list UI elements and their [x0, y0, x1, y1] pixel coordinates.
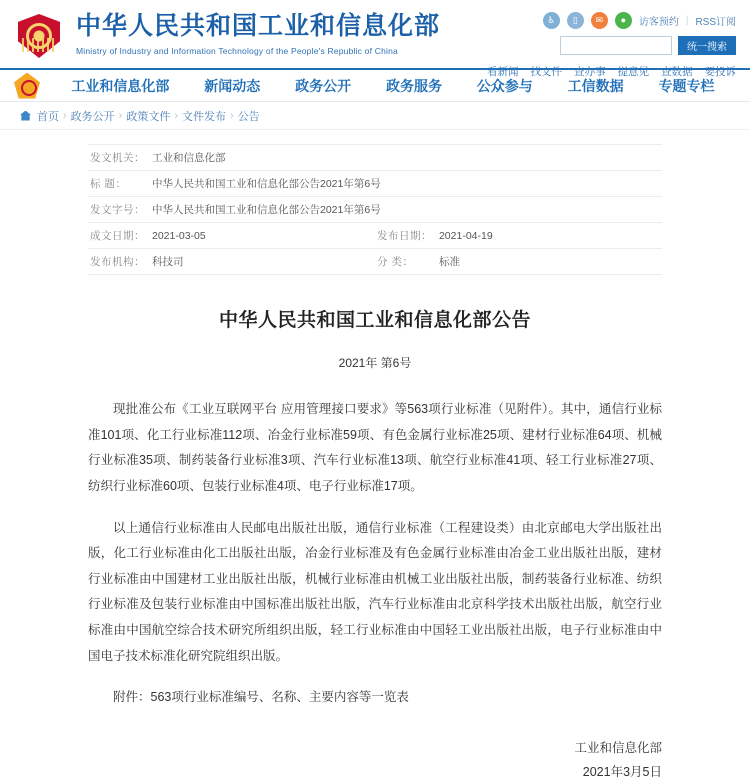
national-emblem-icon [14, 12, 64, 62]
nav-item-special-topics[interactable]: 专题专栏 [658, 77, 715, 94]
home-icon[interactable] [20, 111, 31, 121]
nav-item-news[interactable]: 新闻动态 [204, 77, 261, 94]
meta-value: 2021-03-05 [152, 229, 206, 242]
breadcrumb-separator: › [174, 109, 179, 122]
table-row [88, 145, 662, 171]
nav-item-ministry[interactable]: 工业和信息化部 [71, 77, 170, 94]
nav-item-public-participation[interactable]: 公众参与 [476, 77, 533, 94]
nav-item-industry-data[interactable]: 工信数据 [567, 77, 624, 94]
site-title-cn: 中华人民共和国工业和信息化部 [76, 12, 441, 40]
breadcrumb-separator: › [118, 109, 123, 122]
meta-value: 中华人民共和国工业和信息化部公告2021年第6号 [152, 204, 381, 216]
paragraph-2: 以上通信行业标准由人民邮电出版社出版，通信行业标准（工程建设类）由北京邮电大学出版社出版，化工行业标准由化工出版社出版，冶金行业标准及有色金属行业标准由冶金工业出版社出版，建材行业标准由中国建材工业出版社出版，机械行业标准由机械工业出版社出版，制药装备行业标准、纺织行业标准及包装行业标准由中国标准出版社出版，汽车行业标准由北京科学技术出版社出版，航空行业标准由中国航空综合技术研究所组织出版，轻工行业标准由中国轻工业出版社出版，电子行业标准由中国电子技术标准化研究院组织出版。 [88, 520, 662, 663]
meta-label: 发布机构： [90, 256, 145, 268]
mobile-icon[interactable]: ▯ [567, 12, 584, 29]
meta-label: 标 题： [90, 178, 127, 190]
meta-label: 成文日期： [90, 230, 145, 242]
signature-organization: 工业和信息化部 [574, 740, 662, 755]
nav-item-government-services[interactable]: 政务服务 [385, 77, 442, 94]
meta-value: 工业和信息化部 [152, 152, 226, 164]
breadcrumb-item-disclosure[interactable]: 政务公开 [70, 110, 115, 123]
mail-icon[interactable]: ✉ [591, 12, 608, 29]
site-header [0, 0, 750, 78]
document-signature [88, 737, 662, 784]
meta-label: 发文字号： [90, 204, 145, 216]
breadcrumb [0, 102, 750, 130]
breadcrumb-item-announcement[interactable]: 公告 [237, 110, 260, 123]
nav-item-government-disclosure[interactable]: 政务公开 [295, 77, 352, 94]
table-row [88, 171, 662, 197]
search-input[interactable] [560, 36, 672, 55]
rss-subscribe-link[interactable]: RSS订阅 [695, 17, 736, 28]
breadcrumb-item-policy-documents[interactable]: 政策文件 [126, 110, 171, 123]
document-content [0, 130, 750, 784]
utility-separator: | [685, 15, 689, 26]
nav-item-list [54, 76, 750, 96]
table-row [88, 249, 662, 275]
signature-date: 2021年3月5日 [582, 764, 662, 779]
quick-link-documents[interactable]: 找文件 [530, 66, 562, 78]
unified-search-button[interactable]: 统一搜索 [678, 36, 736, 55]
quick-link-news[interactable]: 看新闻 [487, 66, 519, 78]
meta-value-secondary: 标准 [438, 256, 460, 268]
meta-value: 中华人民共和国工业和信息化部公告2021年第6号 [152, 178, 381, 190]
visitor-booking-link[interactable]: 访客预约 [638, 17, 679, 28]
site-title-block [76, 10, 440, 56]
document-body [88, 397, 662, 711]
meta-label: 发文机关： [90, 152, 145, 164]
table-row [88, 197, 662, 223]
meta-label-secondary: 分 类： [376, 256, 414, 268]
paragraph-1: 现批准公布《工业互联网平台 应用管理接口要求》等563项行业标准（见附件）。其中，通信行业标准101项、化工行业标准112项、冶金行业标准59项、有色金属行业标准25项、建材行业标准64项、机械行业标准35项、制药装备行业标准3项、汽车行业标准13项、航空行业标准41项、轻工行业标准27项、纺织行业标准60项、包装行业标准4项、电子行业标准17项。 [88, 402, 662, 493]
page-title: 中华人民共和国工业和信息化部公告 [218, 310, 531, 331]
meta-value-secondary: 2021-04-19 [438, 229, 493, 242]
header-utility-area [487, 10, 736, 79]
document-metadata-table [88, 144, 662, 275]
breadcrumb-item-document-release[interactable]: 文件发布 [182, 110, 227, 123]
quick-link-services[interactable]: 查办事 [574, 66, 606, 78]
meta-label-secondary: 发布日期： [376, 230, 432, 242]
quick-link-feedback[interactable]: 提意见 [617, 66, 649, 78]
quick-link-complaint[interactable]: 要投诉 [704, 66, 736, 78]
accessibility-icon[interactable]: ♿ [543, 12, 560, 29]
meta-value: 科技司 [152, 256, 184, 268]
miit-logo-icon [14, 73, 40, 99]
quick-link-data[interactable]: 查数据 [661, 66, 693, 78]
breadcrumb-home[interactable]: 首页 [37, 110, 59, 123]
search-row [560, 36, 736, 55]
utility-row [543, 12, 736, 29]
wechat-icon[interactable]: ● [615, 12, 632, 29]
table-row [88, 223, 662, 249]
breadcrumb-separator: › [230, 109, 234, 122]
attachment-note: 附件：563项行业标准编号、名称、主要内容等一览表 [113, 690, 409, 705]
breadcrumb-separator: › [63, 109, 67, 122]
site-title-en: Ministry of Industry and Information Technology of the People's Republic of China [76, 45, 398, 56]
document-number: 2021年 第6号 [338, 356, 412, 370]
